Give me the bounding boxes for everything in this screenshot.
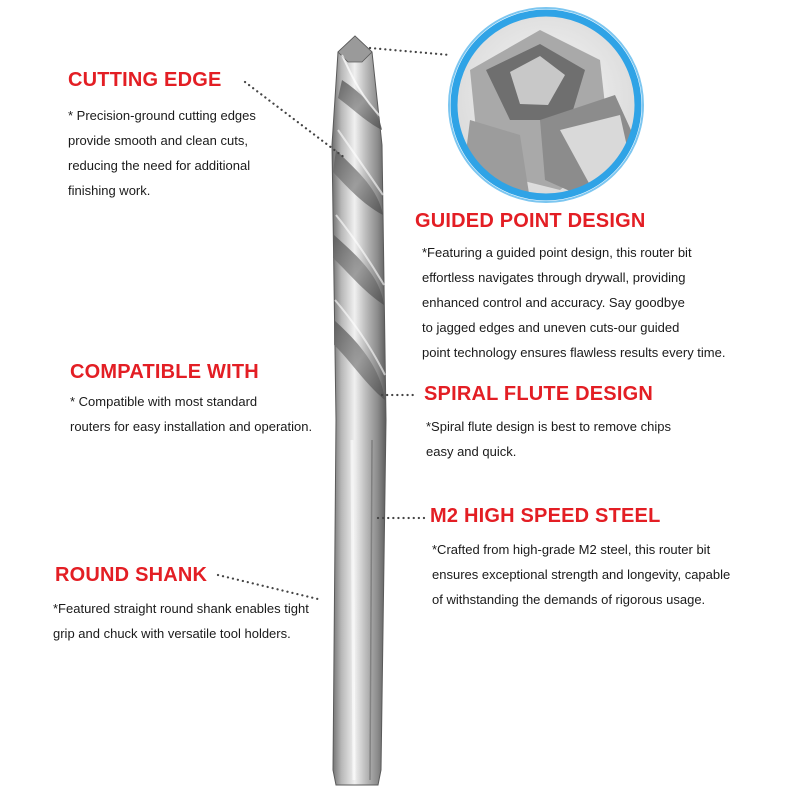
cutting-edge-title: CUTTING EDGE (68, 69, 222, 91)
compatible-with-title: COMPATIBLE WITH (70, 361, 259, 383)
cutting-edge-description: * Precision-ground cutting edges provide smooth and clean cuts, reducing the need for additional finishing work. (68, 108, 256, 198)
spiral-flute-title: SPIRAL FLUTE DESIGN (424, 383, 654, 405)
guided-point-description: *Featuring a guided point design, this router bit effortless navigates through drywall, providing enhanced control and accuracy. Say goodbye to jagged edges and uneven cuts-our guided point technology ensures flawless results every time. (422, 245, 726, 360)
tip-zoom-inset (449, 8, 643, 202)
guided-point-title: GUIDED POINT DESIGN (415, 210, 646, 232)
m2-steel-description: *Crafted from high-grade M2 steel, this router bit ensures exceptional strength and longevity, capable of withstanding the demands of rigorous usage. (432, 542, 731, 607)
m2-steel-title: M2 HIGH SPEED STEEL (430, 505, 661, 527)
spiral-flute-description: *Spiral flute design is best to remove chips easy and quick. (426, 419, 671, 459)
drill-bit (332, 36, 386, 785)
round-shank-description: *Featured straight round shank enables tight grip and chuck with versatile tool holders. (53, 601, 309, 641)
compatible-with-description: * Compatible with most standard routers for easy installation and operation. (70, 394, 313, 434)
round-shank-title: ROUND SHANK (55, 564, 208, 586)
